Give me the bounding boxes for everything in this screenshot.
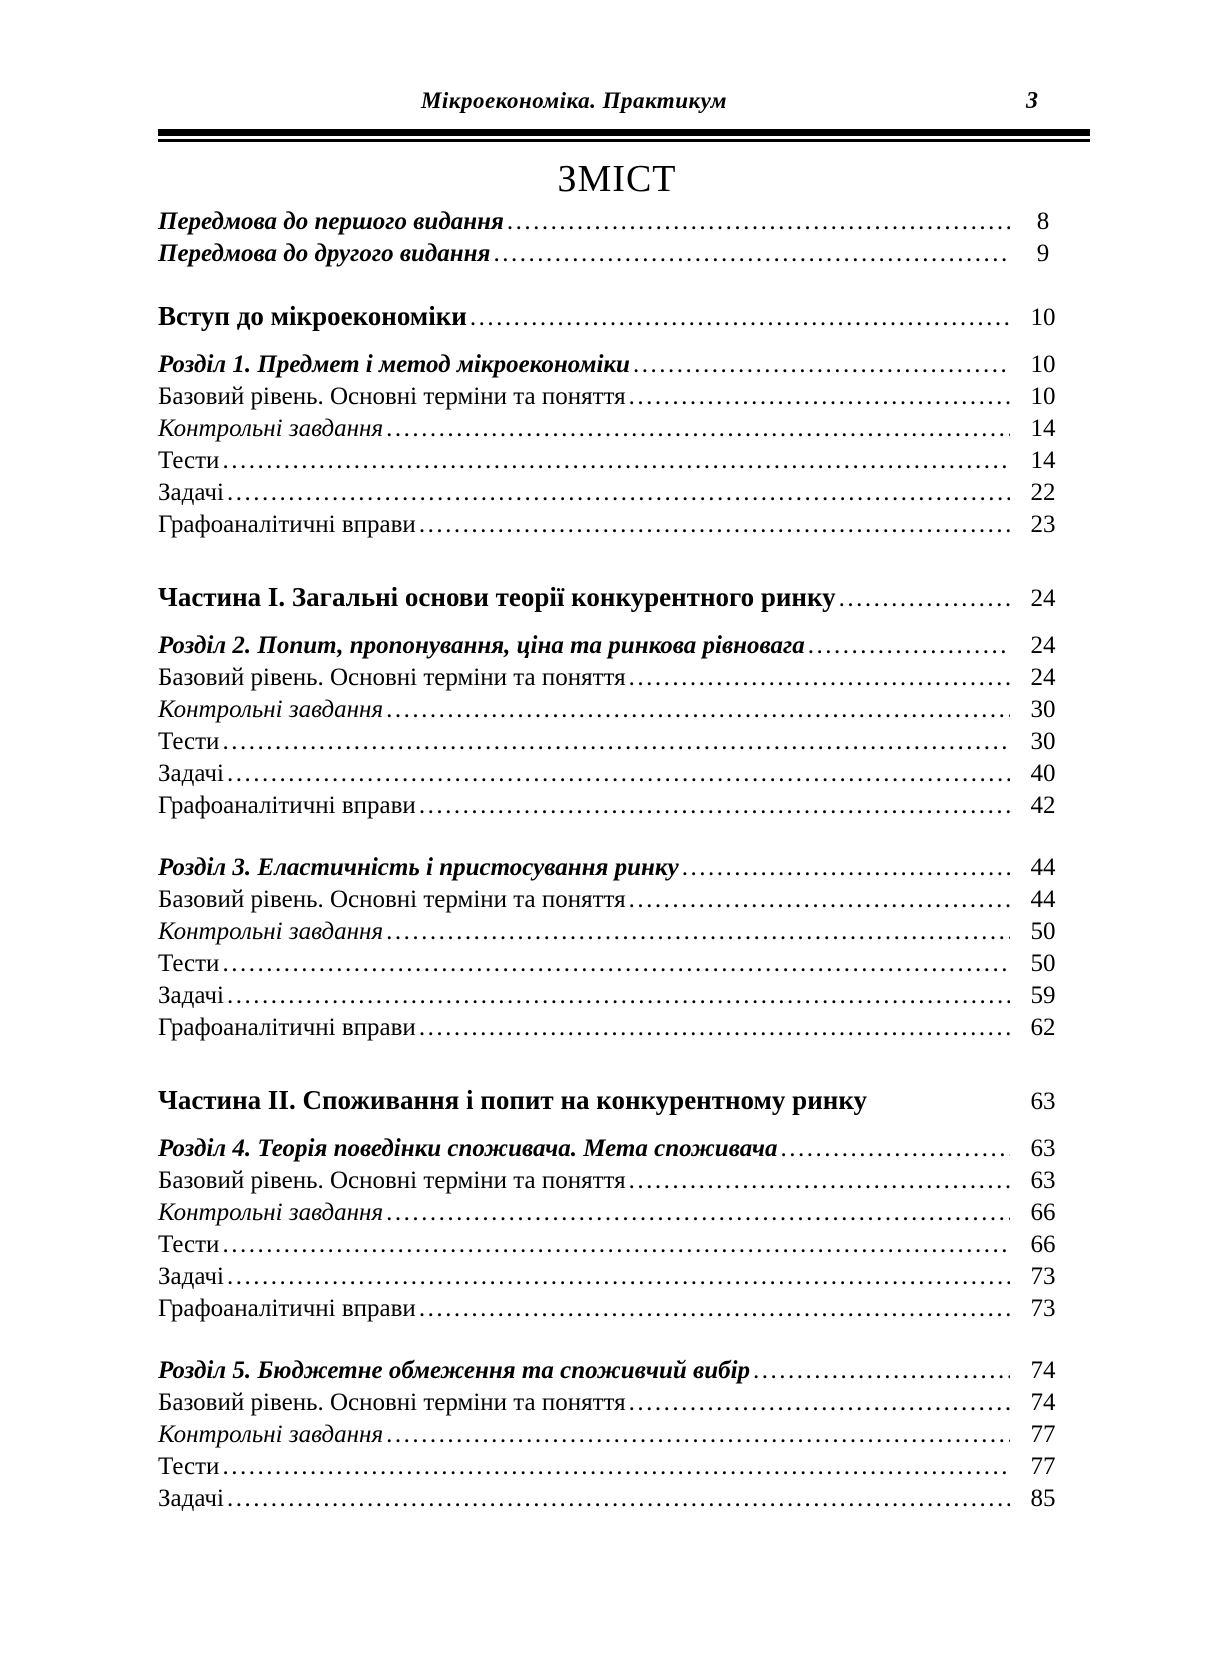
toc-entry (158, 980, 1076, 1012)
toc-entry-label: Графоаналітичні вправи (158, 1295, 416, 1322)
toc-entry-page: 40 (1030, 760, 1056, 787)
toc-entry (158, 1084, 1076, 1118)
header-page-number: 3 (1026, 88, 1038, 114)
toc-entry-label: Розділ 3. Еластичність і пристосування ринку (158, 854, 679, 881)
toc-entry-page: 74 (1030, 1357, 1056, 1384)
dot-leader (679, 852, 1010, 884)
toc-entry (158, 916, 1076, 948)
toc-entry-page: 14 (1030, 447, 1056, 474)
dot-leader (467, 302, 1010, 334)
dot-leader (219, 445, 1010, 477)
toc-entry-page: 10 (1030, 383, 1056, 410)
dot-leader (805, 630, 1010, 662)
toc-entry-label: Контрольні завдання (158, 1199, 384, 1226)
dot-leader (219, 948, 1010, 980)
toc-entry-label: Контрольні завдання (158, 918, 384, 945)
dot-leader (383, 916, 1010, 948)
toc-entry-label: Графоаналітичні вправи (158, 511, 416, 538)
toc-entry-page: 24 (1030, 664, 1056, 691)
toc-entry-label: Задачі (158, 982, 224, 1009)
dot-leader (626, 884, 1010, 916)
dot-leader (626, 1387, 1010, 1419)
toc-entry-label: Графоаналітичні вправи (158, 1014, 416, 1041)
toc-entry (158, 1451, 1076, 1483)
dot-leader (219, 1229, 1010, 1261)
toc-entry-page: 74 (1030, 1389, 1056, 1416)
toc-entry-label: Контрольні завдання (158, 696, 384, 723)
toc-entry-label: Тести (158, 1231, 220, 1258)
toc-entry-label: Тести (158, 950, 220, 977)
toc-entry-label: Розділ 5. Бюджетне обмеження та споживчий вибір (158, 1357, 751, 1384)
toc-entry (158, 1419, 1076, 1451)
toc-entry-label: Частина I. Загальні основи теорії конкурентного ринку (158, 582, 836, 612)
toc-entry (158, 1012, 1076, 1044)
dot-leader (504, 206, 1010, 238)
toc-entry (158, 381, 1076, 413)
toc-entry-label: Контрольні завдання (158, 415, 384, 442)
toc-entry-label: Частина II. Споживання і попит на конкурентному ринку (158, 1085, 867, 1115)
dot-leader (416, 1293, 1010, 1325)
dot-leader (626, 662, 1010, 694)
toc-entry (158, 1261, 1076, 1293)
dot-leader (630, 349, 1010, 381)
toc-entry (158, 662, 1076, 694)
toc-entry-page: 77 (1030, 1421, 1056, 1448)
toc-entry-page: 24 (1030, 585, 1056, 612)
dot-leader (219, 726, 1010, 758)
toc-title: ЗМІСТ (557, 158, 677, 200)
toc-entry-page: 66 (1030, 1199, 1056, 1226)
toc-entry-label: Тести (158, 447, 220, 474)
toc-entry-page: 77 (1030, 1453, 1056, 1480)
toc-entry-page: 8 (1036, 208, 1050, 235)
toc-entry-page: 85 (1030, 1485, 1056, 1512)
toc-list (158, 206, 1076, 1515)
toc-entry-page: 24 (1030, 632, 1056, 659)
toc-entry-label: Задачі (158, 1263, 224, 1290)
toc-entry-label: Контрольні завдання (158, 1421, 384, 1448)
toc-entry-page: 30 (1030, 728, 1056, 755)
dot-leader (383, 413, 1010, 445)
dot-leader (416, 509, 1010, 541)
toc-entry-label: Вступ до мікроекономіки (158, 301, 467, 331)
toc-entry (158, 1197, 1076, 1229)
toc-entry-label: Графоаналітичні вправи (158, 792, 416, 819)
toc-entry (158, 581, 1076, 615)
toc-entry (158, 1133, 1076, 1165)
toc-entry-page: 9 (1036, 240, 1050, 267)
dot-leader (224, 758, 1010, 790)
toc-entry-page: 73 (1030, 1295, 1056, 1322)
toc-entry-label: Передмова до першого видання (158, 208, 504, 235)
dot-leader (416, 1012, 1010, 1044)
toc-entry (158, 445, 1076, 477)
dot-leader (777, 1133, 1010, 1165)
toc-entry (158, 630, 1076, 662)
page-header (158, 88, 1076, 116)
dot-leader (490, 238, 1010, 270)
toc-entry (158, 694, 1076, 726)
toc-entry-label: Задачі (158, 1485, 224, 1512)
toc-entry (158, 413, 1076, 445)
toc-entry-page: 50 (1030, 950, 1056, 977)
toc-entry-page: 42 (1030, 792, 1056, 819)
dot-leader (383, 694, 1010, 726)
header-rule (158, 129, 1090, 142)
toc-entry (158, 1387, 1076, 1419)
toc-entry-label: Базовий рівень. Основні терміни та поняття (158, 664, 626, 691)
toc-entry (158, 1165, 1076, 1197)
toc-entry (158, 206, 1076, 238)
toc-entry-page: 44 (1030, 854, 1056, 881)
toc-entry-page: 63 (1030, 1167, 1056, 1194)
toc-entry-page: 14 (1030, 415, 1056, 442)
toc-entry (158, 1229, 1076, 1261)
dot-leader (383, 1419, 1010, 1451)
toc-entry-page: 66 (1030, 1231, 1056, 1258)
dot-leader (383, 1197, 1010, 1229)
dot-leader (416, 790, 1010, 822)
toc-entry (158, 1355, 1076, 1387)
toc-entry-page: 30 (1030, 696, 1056, 723)
toc-entry-page: 63 (1030, 1135, 1056, 1162)
dot-leader (224, 1483, 1010, 1515)
dot-leader (626, 381, 1010, 413)
toc-entry-page: 10 (1030, 304, 1056, 331)
dot-leader (219, 1451, 1010, 1483)
toc-entry (158, 349, 1076, 381)
toc-entry (158, 726, 1076, 758)
toc-entry-page: 63 (1030, 1088, 1056, 1115)
toc-entry-page: 44 (1030, 886, 1056, 913)
toc-entry-label: Задачі (158, 760, 224, 787)
dot-leader (750, 1355, 1010, 1387)
toc-entry (158, 758, 1076, 790)
toc-entry-page: 23 (1030, 511, 1056, 538)
toc-entry-label: Базовий рівень. Основні терміни та поняття (158, 1389, 626, 1416)
toc-entry-label: Базовий рівень. Основні терміни та поняття (158, 886, 626, 913)
toc-entry (158, 790, 1076, 822)
toc-entry-page: 22 (1030, 479, 1056, 506)
dot-leader (836, 583, 1010, 615)
toc-entry-label: Базовий рівень. Основні терміни та поняття (158, 1167, 626, 1194)
toc-entry (158, 1293, 1076, 1325)
toc-entry (158, 238, 1076, 270)
toc-entry-page: 50 (1030, 918, 1056, 945)
dot-leader (626, 1165, 1010, 1197)
toc-entry (158, 300, 1076, 334)
toc-entry (158, 948, 1076, 980)
toc-entry-label: Розділ 4. Теорія поведінки споживача. Мета споживача (158, 1135, 778, 1162)
running-title: Мікроекономіка. Практикум (420, 88, 728, 113)
dot-leader (224, 1261, 1010, 1293)
toc-entry (158, 1483, 1076, 1515)
toc-entry-page: 59 (1030, 982, 1056, 1009)
toc-entry-label: Розділ 1. Предмет і метод мікроекономіки (158, 351, 630, 378)
toc-entry (158, 884, 1076, 916)
toc-entry (158, 509, 1076, 541)
toc-entry-label: Базовий рівень. Основні терміни та поняття (158, 383, 626, 410)
toc-entry-page: 62 (1030, 1014, 1056, 1041)
toc-entry-page: 73 (1030, 1263, 1056, 1290)
dot-leader (224, 477, 1010, 509)
dot-leader (224, 980, 1010, 1012)
toc-entry-page: 10 (1030, 351, 1056, 378)
toc-entry (158, 477, 1076, 509)
toc-entry-label: Розділ 2. Попит, пропонування, ціна та ринкова рівновага (158, 632, 805, 659)
toc-entry-label: Передмова до другого видання (158, 240, 491, 267)
toc-entry (158, 852, 1076, 884)
toc-entry-label: Тести (158, 728, 220, 755)
toc-entry-label: Тести (158, 1453, 220, 1480)
toc-entry-label: Задачі (158, 479, 224, 506)
